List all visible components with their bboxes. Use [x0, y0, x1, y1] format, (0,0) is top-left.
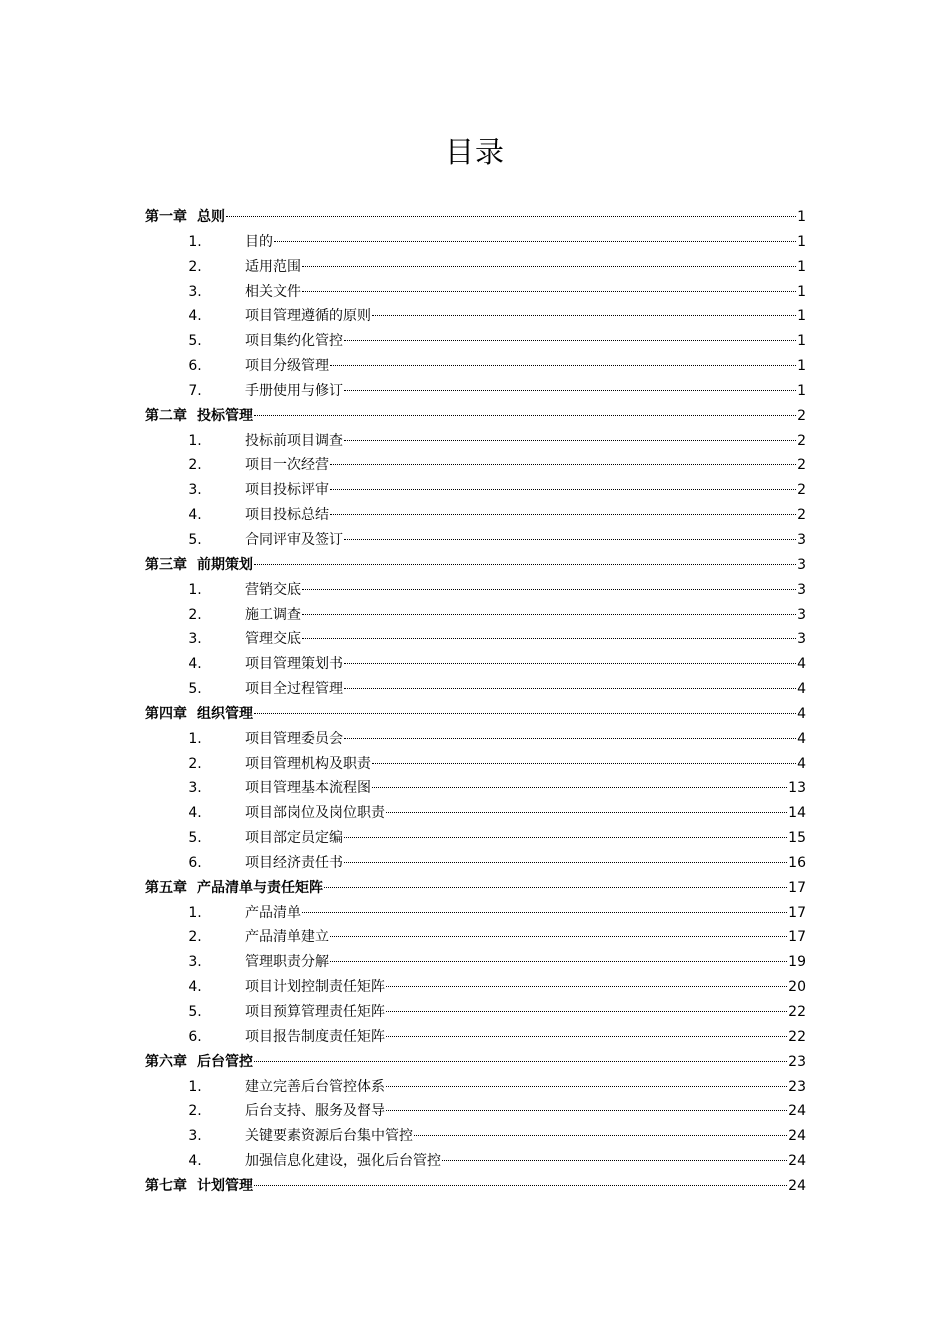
toc-leader-dots: [344, 862, 787, 863]
toc-item-label: 项目计划控制责任矩阵: [245, 979, 385, 996]
toc-item-label: 适用范围: [245, 258, 301, 275]
toc-item-row[interactable]: [145, 230, 806, 255]
toc-item-row[interactable]: [145, 379, 806, 404]
toc-page-number: 24: [788, 1128, 806, 1145]
toc-item-row[interactable]: [145, 1075, 806, 1100]
toc-chapter-row[interactable]: [145, 553, 806, 578]
toc-item-number: 3.: [188, 283, 202, 300]
toc-chapter-row[interactable]: [145, 205, 806, 230]
toc-leader-dots: [302, 266, 796, 267]
toc-item-row[interactable]: [145, 603, 806, 628]
toc-leader-dots: [254, 1185, 787, 1186]
toc-item-label: 项目一次经营: [245, 457, 329, 474]
toc-item-label: 项目分级管理: [245, 358, 329, 375]
toc-leader-dots: [372, 763, 796, 764]
toc-leader-dots: [324, 887, 787, 888]
toc-item-label: 项目管理委员会: [245, 730, 343, 747]
toc-item-number: 1.: [188, 432, 202, 449]
toc-chapter-number: 第二章: [145, 407, 187, 424]
toc-page-number: 22: [788, 1028, 806, 1045]
toc-page-number: 3: [797, 556, 806, 573]
toc-page-number: 1: [797, 333, 806, 350]
toc-item-number: 4.: [188, 805, 202, 822]
toc-item-label: 管理职责分解: [245, 954, 329, 971]
toc-item-row[interactable]: [145, 329, 806, 354]
toc-page-number: 2: [797, 407, 806, 424]
toc-leader-dots: [254, 415, 796, 416]
toc-leader-dots: [344, 663, 796, 664]
toc-chapter-label: 总则: [197, 209, 225, 225]
toc-page-number: 24: [788, 1103, 806, 1120]
toc-item-label: 项目全过程管理: [245, 681, 343, 698]
toc-item-number: 5.: [188, 531, 202, 548]
toc-chapter-row[interactable]: [145, 404, 806, 429]
toc-chapter-title: [145, 702, 253, 727]
toc-chapter-title: [145, 205, 225, 230]
toc-item-row[interactable]: [145, 429, 806, 454]
toc-leader-dots: [372, 787, 787, 788]
toc-item-number: 2.: [188, 1103, 202, 1120]
toc-page-number: 17: [788, 879, 806, 896]
toc-item-row[interactable]: [145, 925, 806, 950]
toc-leader-dots: [386, 1011, 787, 1012]
toc-item-label: 项目管理基本流程图: [245, 780, 371, 797]
toc-leader-dots: [254, 1061, 787, 1062]
toc-page-number: 17: [788, 929, 806, 946]
toc-item-label: 项目管理机构及职责: [245, 755, 371, 772]
toc-item-row[interactable]: [145, 354, 806, 379]
toc-chapter-number: 第六章: [145, 1053, 187, 1070]
toc-chapter-row[interactable]: [145, 876, 806, 901]
toc-chapter-number: 第三章: [145, 556, 187, 573]
toc-page-number: 1: [797, 283, 806, 300]
toc-page-number: 1: [797, 233, 806, 250]
toc-leader-dots: [344, 440, 796, 441]
toc-item-label: 项目预算管理责任矩阵: [245, 1004, 385, 1020]
toc-leader-dots: [302, 589, 796, 590]
toc-page-number: 15: [788, 830, 806, 847]
toc-item-label: 项目管理策划书: [245, 656, 343, 673]
toc-item-row[interactable]: [145, 503, 806, 528]
toc-leader-dots: [386, 812, 787, 813]
toc-chapter-label: 后台管控: [197, 1053, 253, 1070]
toc-item-number: 4.: [188, 979, 202, 996]
toc-page-number: 22: [788, 1004, 806, 1020]
toc-item-row[interactable]: [145, 255, 806, 280]
toc-item-number: 2.: [188, 755, 202, 772]
toc-leader-dots: [344, 539, 796, 540]
toc-item-number: 2.: [188, 606, 202, 623]
toc-chapter-row[interactable]: [145, 1174, 806, 1199]
toc-item-label: 建立完善后台管控体系: [245, 1078, 385, 1095]
toc-page-number: 19: [788, 954, 806, 971]
toc-leader-dots: [330, 365, 796, 366]
toc-item-row[interactable]: [145, 627, 806, 652]
toc-leader-dots: [254, 713, 796, 714]
toc-leader-dots: [386, 986, 787, 987]
toc-leader-dots: [344, 390, 796, 391]
toc-chapter-title: [145, 1050, 253, 1075]
toc-item-row[interactable]: [145, 478, 806, 503]
toc-item-row[interactable]: [145, 1124, 806, 1149]
toc-page-number: 4: [797, 755, 806, 772]
toc-item-number: 6.: [188, 358, 202, 375]
toc-leader-dots: [414, 1135, 787, 1136]
toc-item-label: 管理交底: [245, 631, 301, 648]
toc-page-number: 1: [797, 258, 806, 275]
toc-leader-dots: [386, 1110, 787, 1111]
toc-item-number: 5.: [188, 333, 202, 350]
toc-page-number: 2: [797, 432, 806, 449]
toc-chapter-row[interactable]: [145, 702, 806, 727]
toc-leader-dots: [344, 837, 787, 838]
toc-leader-dots: [330, 936, 787, 937]
toc-chapter-number: 第七章: [145, 1177, 187, 1194]
toc-item-row[interactable]: [145, 950, 806, 975]
toc-item-row[interactable]: [145, 453, 806, 478]
toc-chapter-number: 第五章: [145, 879, 187, 896]
toc-item-label: 营销交底: [245, 581, 301, 598]
toc-item-row[interactable]: [145, 752, 806, 777]
toc-item-row[interactable]: [145, 304, 806, 329]
toc-item-number: 4.: [188, 656, 202, 673]
toc-leader-dots: [330, 489, 796, 490]
toc-page-number: 17: [788, 904, 806, 921]
toc-leader-dots: [330, 514, 796, 515]
toc-page-number: 2: [797, 457, 806, 474]
toc-page-number: 16: [788, 854, 806, 871]
toc-item-row[interactable]: [145, 901, 806, 926]
toc-item-row[interactable]: [145, 578, 806, 603]
toc-page-number: 4: [797, 705, 806, 722]
toc-item-number: 1.: [188, 233, 202, 250]
toc-item-label: 项目部定员定编: [245, 830, 343, 847]
toc-item-row[interactable]: [145, 677, 806, 702]
toc-item-number: 2.: [188, 258, 202, 275]
toc-page-number: 3: [797, 631, 806, 648]
toc-item-label: 合同评审及签订: [245, 531, 343, 548]
toc-item-number: 4.: [188, 507, 202, 524]
toc-item-label: 手册使用与修订: [245, 382, 343, 399]
toc-item-row[interactable]: [145, 851, 806, 876]
toc-item-row[interactable]: [145, 727, 806, 752]
toc-item-label: 项目部岗位及岗位职责: [245, 805, 385, 822]
toc-chapter-row[interactable]: [145, 1050, 806, 1075]
toc-page-number: 1: [797, 382, 806, 399]
toc-leader-dots: [254, 564, 796, 565]
toc-item-label: 关键要素资源后台集中管控: [245, 1128, 413, 1145]
toc-chapter-number: 第一章: [145, 209, 187, 225]
toc-page-number: 20: [788, 979, 806, 996]
toc-page-number: 24: [788, 1177, 806, 1194]
toc-page-number: 2: [797, 507, 806, 524]
table-of-contents: [145, 205, 806, 1199]
toc-item-number: 2.: [188, 457, 202, 474]
toc-chapter-title: [145, 1174, 253, 1199]
toc-item-number: 3.: [188, 482, 202, 499]
toc-page-number: 24: [788, 1153, 806, 1170]
toc-item-number: 4.: [188, 308, 202, 325]
toc-leader-dots: [386, 1036, 787, 1037]
toc-page-number: 1: [797, 209, 806, 225]
toc-chapter-label: 计划管理: [197, 1177, 253, 1194]
toc-item-label: 项目投标评审: [245, 482, 329, 499]
toc-item-row[interactable]: [145, 776, 806, 801]
toc-item-label: 产品清单建立: [245, 929, 329, 946]
toc-page-number: 2: [797, 482, 806, 499]
toc-item-label: 投标前项目调查: [245, 432, 343, 449]
toc-item-label: 项目报告制度责任矩阵: [245, 1028, 385, 1045]
toc-item-label: 项目投标总结: [245, 507, 329, 524]
toc-chapter-title: [145, 404, 253, 429]
toc-chapter-label: 产品清单与责任矩阵: [197, 879, 323, 896]
toc-leader-dots: [344, 340, 796, 341]
toc-item-number: 6.: [188, 854, 202, 871]
toc-item-label: 目的: [245, 233, 273, 250]
toc-leader-dots: [226, 216, 796, 217]
toc-item-row[interactable]: [145, 826, 806, 851]
toc-page-number: 4: [797, 681, 806, 698]
toc-chapter-number: 第四章: [145, 705, 187, 722]
toc-page-number: 4: [797, 730, 806, 747]
toc-page-number: 3: [797, 531, 806, 548]
toc-leader-dots: [442, 1160, 787, 1161]
toc-page-number: 1: [797, 358, 806, 375]
toc-item-label: 项目集约化管控: [245, 333, 343, 350]
toc-item-number: 1.: [188, 904, 202, 921]
toc-item-row[interactable]: [145, 1025, 806, 1050]
toc-chapter-label: 组织管理: [197, 705, 253, 722]
toc-leader-dots: [386, 1086, 787, 1087]
toc-item-number: 6.: [188, 1028, 202, 1045]
toc-item-number: 1.: [188, 581, 202, 598]
toc-item-number: 4.: [188, 1153, 202, 1170]
toc-leader-dots: [330, 961, 787, 962]
toc-leader-dots: [302, 912, 787, 913]
toc-item-row[interactable]: [145, 528, 806, 553]
toc-leader-dots: [330, 464, 796, 465]
toc-item-row[interactable]: [145, 975, 806, 1000]
toc-item-number: 2.: [188, 929, 202, 946]
toc-page-number: 4: [797, 656, 806, 673]
toc-item-number: 3.: [188, 780, 202, 797]
toc-item-row[interactable]: [145, 652, 806, 677]
toc-item-label: 产品清单: [245, 904, 301, 921]
toc-leader-dots: [344, 738, 796, 739]
toc-item-row[interactable]: [145, 1149, 806, 1174]
toc-item-row[interactable]: [145, 1000, 806, 1025]
toc-item-row[interactable]: [145, 1099, 806, 1124]
toc-page-number: 13: [788, 780, 806, 797]
toc-leader-dots: [302, 638, 796, 639]
toc-item-number: 3.: [188, 631, 202, 648]
toc-item-number: 1.: [188, 730, 202, 747]
toc-page-number: 3: [797, 606, 806, 623]
toc-page-number: 23: [788, 1053, 806, 1070]
toc-item-number: 5.: [188, 681, 202, 698]
toc-item-row[interactable]: [145, 280, 806, 305]
toc-item-row[interactable]: [145, 801, 806, 826]
toc-item-label: 项目管理遵循的原则: [245, 308, 371, 325]
toc-page-number: 3: [797, 581, 806, 598]
toc-item-number: 3.: [188, 954, 202, 971]
toc-chapter-label: 前期策划: [197, 556, 253, 573]
toc-page-number: 1: [797, 308, 806, 325]
toc-item-number: 5.: [188, 830, 202, 847]
toc-item-number: 5.: [188, 1004, 202, 1020]
toc-item-label: 施工调查: [245, 606, 301, 623]
toc-page-number: 23: [788, 1078, 806, 1095]
toc-page-number: 14: [788, 805, 806, 822]
toc-item-label: 项目经济责任书: [245, 854, 343, 871]
toc-chapter-title: [145, 553, 253, 578]
toc-leader-dots: [372, 315, 796, 316]
toc-item-label: 相关文件: [245, 283, 301, 300]
page-title: 目录: [444, 135, 505, 169]
toc-chapter-label: 投标管理: [197, 407, 253, 424]
toc-item-number: 7.: [188, 382, 202, 399]
toc-item-label: 加强信息化建设，强化后台管控: [245, 1153, 441, 1170]
toc-leader-dots: [344, 688, 796, 689]
toc-item-label: 后台支持、服务及督导: [245, 1103, 385, 1120]
toc-leader-dots: [302, 614, 796, 615]
toc-chapter-title: [145, 876, 323, 901]
toc-item-number: 1.: [188, 1078, 202, 1095]
toc-item-number: 3.: [188, 1128, 202, 1145]
toc-leader-dots: [274, 241, 796, 242]
toc-leader-dots: [302, 291, 796, 292]
